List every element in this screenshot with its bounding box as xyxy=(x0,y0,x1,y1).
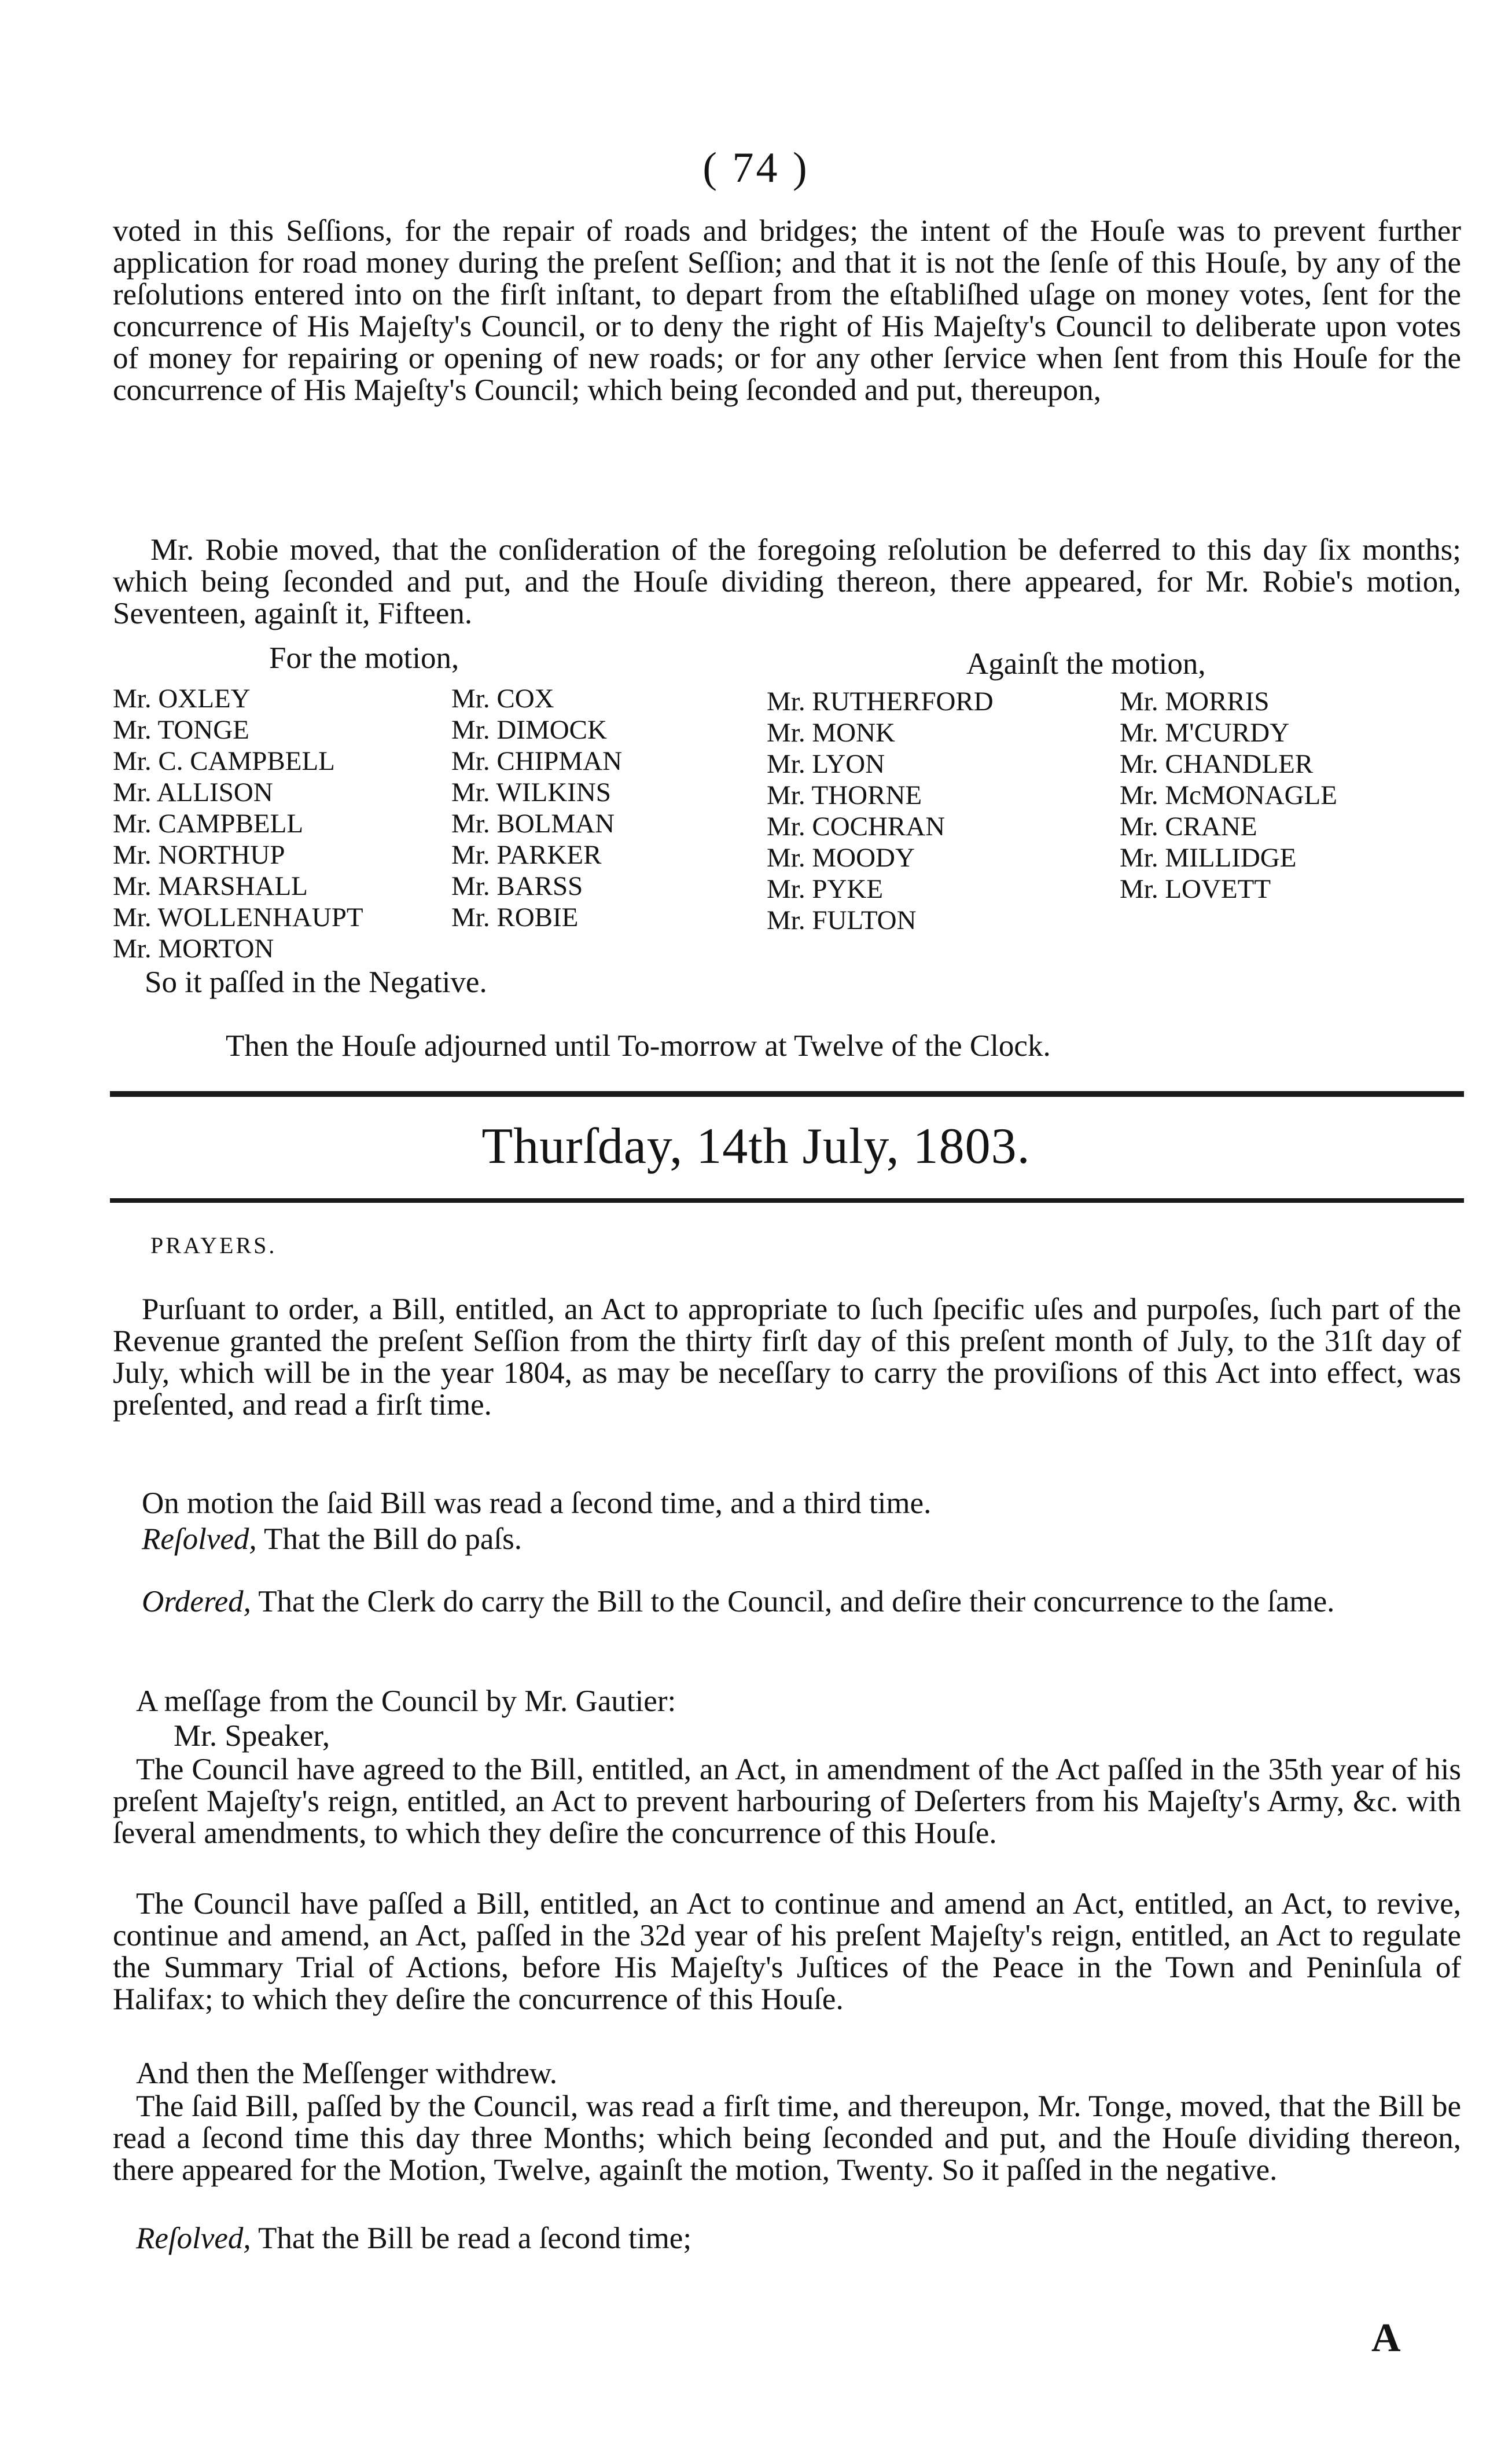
ordered-text: That the Clerk do carry the Bill to the Council, and deſire their concurrence to the ſame. xyxy=(258,1585,1335,1618)
resolved-line-1 xyxy=(142,1523,522,1555)
council-passed-paragraph: The Council have paſſed a Bill, entitled, an Act to continue and amend an Act, entitled, an Act, to revive, continue and amend, an Act, paſſed in the 32d year of his preſent Majeſty's reign, entitled, an Act to regulate the Summary Trial of Actions, before His Majeſty's Juſtices of the Peace in the Town and Peninſula of Halifax; to which they deſire the concurrence of this Houſe. xyxy=(113,1887,1461,2016)
member-name: Mr. COX xyxy=(451,684,554,714)
day-heading: Thurſday, 14th July, 1803. xyxy=(481,1118,1031,1174)
for-list-col1 xyxy=(113,683,363,964)
bill-presented-paragraph: Purſuant to order, a Bill, entitled, an Act to appropriate to ſuch ſpecific uſes and purpoſes, ſuch part of the Revenue granted the preſent Seſſion from the thirty firſt day of this preſent month of July, to the 31ſt day of July, which will be in the year 1804, as may be neceſſary to carry the proviſions of this Act into effect, was preſented, and read a firſt time. xyxy=(113,1293,1461,1422)
opening-paragraph: voted in this Seſſions, for the repair of roads and bridges; the intent of the Houſe was to prevent further application for road money during the preſent Seſſion; and that it is not the ſenſe of this Houſe, by any of the reſolutions entered into on the firſt inſtant, to depart from the eſtabliſhed uſage on money votes, ſent for the concurrence of His Majeſty's Council, or to deny the right of His Majeſty's Council to deliberate upon votes of money for repairing or opening of new roads; or for any other ſervice when ſent from this Houſe for the concurrence of His Majeſty's Council; which being ſeconded and put, thereupon, xyxy=(113,214,1461,407)
resolved-line-2 xyxy=(136,2223,691,2255)
second-reading-line: On motion the ſaid Bill was read a ſecond time, and a third time. xyxy=(142,1486,932,1520)
member-name: Mr. MARSHALL xyxy=(113,871,308,901)
member-name: Mr. OXLEY xyxy=(113,684,251,714)
against-list-col2 xyxy=(1120,686,1337,905)
ordered-label: Ordered, xyxy=(142,1585,251,1618)
resolved-text: That the Bill do paſs. xyxy=(263,1522,522,1556)
top-rule xyxy=(110,1091,1464,1097)
resolved-label: Reſolved, xyxy=(142,1522,257,1556)
member-name: Mr. M'CURDY xyxy=(1120,718,1290,748)
member-name: Mr. WOLLENHAUPT xyxy=(113,902,363,933)
member-name: Mr. COCHRAN xyxy=(767,812,946,842)
member-name: Mr. MONK xyxy=(767,718,895,748)
member-name: Mr. McMONAGLE xyxy=(1120,780,1337,810)
member-name: Mr. MOODY xyxy=(767,843,915,873)
member-name: Mr. FULTON xyxy=(767,905,917,935)
against-list-col1 xyxy=(767,686,994,936)
resolved-label: Reſolved, xyxy=(136,2222,251,2255)
council-agreed-paragraph: The Council have agreed to the Bill, entitled, an Act, in amendment of the Act paſſed in the 35th year of his preſent Majeſty's reign, entitled, an Act to prevent harbouring of Deſerters from his Majeſty's Army, &c. with ſeveral amendments, to which they deſire the concurrence of this Houſe. xyxy=(113,1753,1461,1850)
member-name: Mr. RUTHERFORD xyxy=(767,686,994,717)
member-name: Mr. CHIPMAN xyxy=(451,746,623,776)
negative-result: So it paſſed in the Negative. xyxy=(145,965,487,999)
prayers-label: PRAYERS. xyxy=(150,1232,277,1258)
adjourned-line: Then the Houſe adjourned until To-morrow at Twelve of the Clock. xyxy=(226,1029,1051,1063)
for-motion-heading: For the motion, xyxy=(269,641,459,675)
ordered-paragraph xyxy=(113,1586,1461,1618)
member-name: Mr. MORTON xyxy=(113,934,274,964)
resolved-text: That the Bill be read a ſecond time; xyxy=(257,2222,692,2255)
member-name: Mr. MILLIDGE xyxy=(1120,843,1297,873)
speaker-address: Mr. Speaker, xyxy=(174,1719,330,1753)
message-from-line: A meſſage from the Council by Mr. Gautier: xyxy=(136,1684,676,1718)
tonge-motion-paragraph: The ſaid Bill, paſſed by the Council, was read a firſt time, and thereupon, Mr. Tonge, moved, that the Bill be read a ſecond time this day three Months; which being ſeconded and put, and the Houſe dividing thereon, there appeared for the Motion, Twelve, againſt the motion, Twenty. So it paſſed in the negative. xyxy=(113,2090,1461,2187)
messenger-line: And then the Meſſenger withdrew. xyxy=(136,2057,558,2090)
against-motion-heading: Againſt the motion, xyxy=(966,647,1206,681)
member-name: Mr. WILKINS xyxy=(451,777,611,807)
page-number: ( 74 ) xyxy=(702,144,810,192)
for-list-col2 xyxy=(451,683,622,933)
member-name: Mr. THORNE xyxy=(767,780,922,810)
member-name: Mr. BOLMAN xyxy=(451,809,615,839)
member-name: Mr. C. CAMPBELL xyxy=(113,746,335,776)
member-name: Mr. LYON xyxy=(767,749,885,779)
member-name: Mr. PYKE xyxy=(767,874,884,904)
member-name: Mr. CHANDLER xyxy=(1120,749,1314,779)
signature-mark: A xyxy=(1371,2316,1401,2360)
robie-motion-paragraph: Mr. Robie moved, that the conſideration of the foregoing reſolution be deferred to this day ſix months; which being ſeconded and put, and the Houſe dividing thereon, there appeared, for Mr. Robie's motion, Seventeen, againſt it, Fifteen. xyxy=(113,533,1461,630)
member-name: Mr. ALLISON xyxy=(113,777,273,807)
member-name: Mr. TONGE xyxy=(113,715,249,745)
member-name: Mr. PARKER xyxy=(451,840,602,870)
member-name: Mr. ROBIE xyxy=(451,902,579,933)
member-name: Mr. BARSS xyxy=(451,871,583,901)
bottom-rule xyxy=(110,1198,1464,1203)
member-name: Mr. CRANE xyxy=(1120,812,1257,842)
member-name: Mr. MORRIS xyxy=(1120,686,1270,717)
member-name: Mr. DIMOCK xyxy=(451,715,607,745)
member-name: Mr. NORTHUP xyxy=(113,840,285,870)
member-name: Mr. CAMPBELL xyxy=(113,809,304,839)
member-name: Mr. LOVETT xyxy=(1120,874,1271,904)
